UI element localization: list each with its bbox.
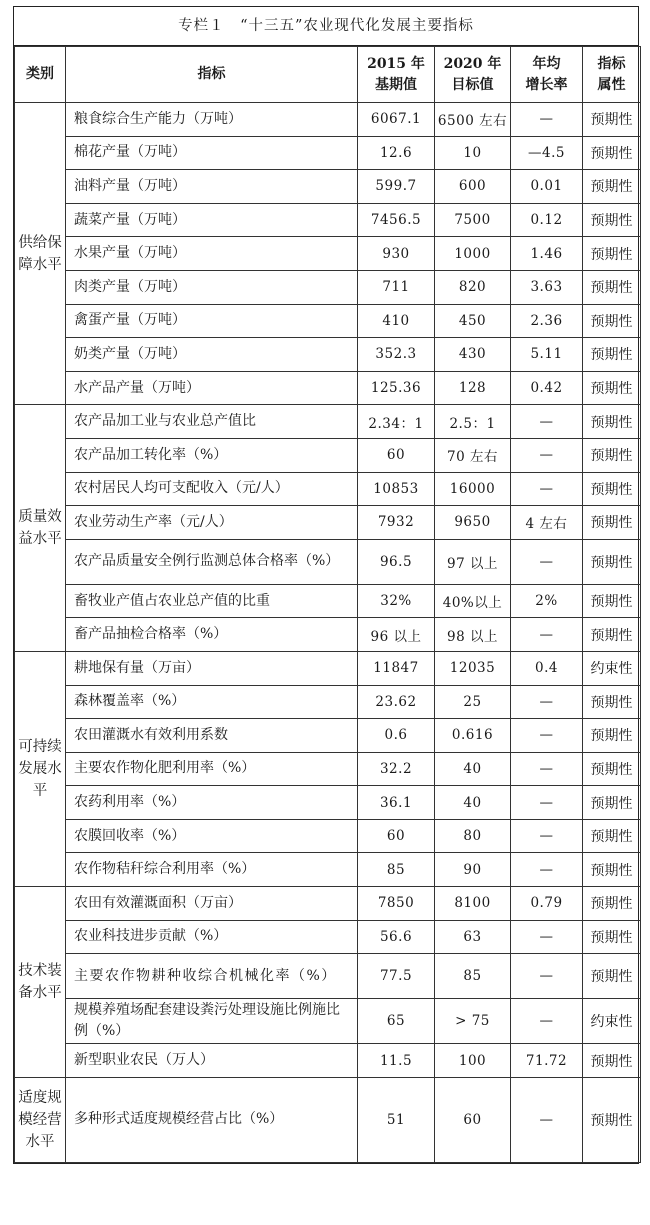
header-category: 类别 bbox=[15, 47, 66, 103]
base-value-cell: 85 bbox=[358, 853, 435, 887]
table-row bbox=[15, 999, 641, 1044]
target-value-cell: 128 bbox=[435, 371, 511, 405]
category-cell bbox=[15, 1077, 66, 1162]
base-value-cell: 32.2 bbox=[358, 752, 435, 786]
table-row bbox=[15, 438, 641, 472]
attribute-cell: 预期性 bbox=[583, 685, 641, 719]
category-label: 可持续发展水平 bbox=[18, 738, 62, 799]
target-value-cell: 90 bbox=[435, 853, 511, 887]
header-indicator: 指标 bbox=[66, 47, 358, 103]
growth-rate-cell: — bbox=[511, 752, 583, 786]
target-value-cell: 97 以上 bbox=[435, 539, 511, 584]
attribute-cell: 预期性 bbox=[583, 338, 641, 372]
indicator-name-cell: 畜产品抽检合格率（%） bbox=[66, 618, 358, 652]
indicator-name-cell: 农膜回收率（%） bbox=[66, 819, 358, 853]
table-row bbox=[15, 237, 641, 271]
indicator-name-cell: 粮食综合生产能力（万吨） bbox=[66, 103, 358, 137]
attribute-cell: 预期性 bbox=[583, 371, 641, 405]
header-growth: 年均 增长率 bbox=[511, 47, 583, 103]
indicator-table bbox=[14, 46, 641, 1163]
base-value-cell: 32% bbox=[358, 584, 435, 618]
table-row bbox=[15, 752, 641, 786]
attribute-cell: 预期性 bbox=[583, 438, 641, 472]
table-row bbox=[15, 136, 641, 170]
attribute-cell: 预期性 bbox=[583, 920, 641, 954]
base-value-cell: 60 bbox=[358, 819, 435, 853]
attribute-cell: 预期性 bbox=[583, 954, 641, 999]
attribute-cell: 预期性 bbox=[583, 270, 641, 304]
category-cell bbox=[15, 405, 66, 652]
indicator-name-cell: 油料产量（万吨） bbox=[66, 170, 358, 204]
table-row bbox=[15, 685, 641, 719]
indicator-name-cell: 主要农作物耕种收综合机械化率（%） bbox=[66, 954, 358, 999]
attribute-cell: 预期性 bbox=[583, 103, 641, 137]
indicator-name-cell: 农业劳动生产率（元/人） bbox=[66, 506, 358, 540]
table-body bbox=[15, 103, 641, 1163]
attribute-cell: 预期性 bbox=[583, 472, 641, 506]
base-value-cell: 10853 bbox=[358, 472, 435, 506]
table-row bbox=[15, 506, 641, 540]
growth-rate-cell: — bbox=[511, 405, 583, 439]
target-value-cell: 63 bbox=[435, 920, 511, 954]
growth-rate-cell: 0.01 bbox=[511, 170, 583, 204]
target-value-cell: 6500 左右 bbox=[435, 103, 511, 137]
target-value-cell: 8100 bbox=[435, 887, 511, 921]
category-label: 适度规模经营水平 bbox=[18, 1089, 62, 1150]
category-cell bbox=[15, 887, 66, 1078]
growth-rate-cell: 2% bbox=[511, 584, 583, 618]
base-value-cell: 60 bbox=[358, 438, 435, 472]
indicator-name-cell: 新型职业农民（万人） bbox=[66, 1044, 358, 1078]
attribute-cell: 预期性 bbox=[583, 819, 641, 853]
growth-rate-cell: — bbox=[511, 539, 583, 584]
growth-rate-cell: 2.36 bbox=[511, 304, 583, 338]
attribute-cell: 预期性 bbox=[583, 203, 641, 237]
target-value-cell: 450 bbox=[435, 304, 511, 338]
base-value-cell: 930 bbox=[358, 237, 435, 271]
table-row bbox=[15, 819, 641, 853]
base-value-cell: 125.36 bbox=[358, 371, 435, 405]
attribute-cell: 预期性 bbox=[583, 618, 641, 652]
base-value-cell: 96 以上 bbox=[358, 618, 435, 652]
indicator-name-cell: 森林覆盖率（%） bbox=[66, 685, 358, 719]
attribute-cell: 预期性 bbox=[583, 719, 641, 753]
indicator-name-cell: 农产品质量安全例行监测总体合格率（%） bbox=[66, 539, 358, 584]
table-row bbox=[15, 539, 641, 584]
growth-rate-cell: 1.46 bbox=[511, 237, 583, 271]
attribute-cell: 预期性 bbox=[583, 584, 641, 618]
indicator-name-cell: 多种形式适度规模经营占比（%） bbox=[66, 1077, 358, 1162]
base-value-cell: 410 bbox=[358, 304, 435, 338]
indicator-name-cell: 农作物秸秆综合利用率（%） bbox=[66, 853, 358, 887]
indicator-name-cell: 农产品加工业与农业总产值比 bbox=[66, 405, 358, 439]
growth-rate-cell: — bbox=[511, 618, 583, 652]
target-value-cell: 70 左右 bbox=[435, 438, 511, 472]
target-value-cell: 40 bbox=[435, 752, 511, 786]
attribute-cell: 预期性 bbox=[583, 1077, 641, 1162]
base-value-cell: 51 bbox=[358, 1077, 435, 1162]
target-value-cell: 1000 bbox=[435, 237, 511, 271]
indicator-name-cell: 肉类产量（万吨） bbox=[66, 270, 358, 304]
category-cell bbox=[15, 651, 66, 886]
attribute-cell: 预期性 bbox=[583, 786, 641, 820]
growth-rate-cell: 0.12 bbox=[511, 203, 583, 237]
table-row bbox=[15, 853, 641, 887]
header-target: 2020 年 目标值 bbox=[435, 47, 511, 103]
table-row bbox=[15, 304, 641, 338]
target-value-cell: 100 bbox=[435, 1044, 511, 1078]
header-row bbox=[15, 47, 641, 103]
target-value-cell: 0.616 bbox=[435, 719, 511, 753]
target-value-cell: 40%以上 bbox=[435, 584, 511, 618]
target-value-cell: 9650 bbox=[435, 506, 511, 540]
target-value-cell: 600 bbox=[435, 170, 511, 204]
attribute-cell: 预期性 bbox=[583, 1044, 641, 1078]
base-value-cell: 0.6 bbox=[358, 719, 435, 753]
target-value-cell: 40 bbox=[435, 786, 511, 820]
attribute-cell: 预期性 bbox=[583, 506, 641, 540]
growth-rate-cell: 5.11 bbox=[511, 338, 583, 372]
growth-rate-cell: — bbox=[511, 786, 583, 820]
base-value-cell: 7850 bbox=[358, 887, 435, 921]
category-label: 质量效益水平 bbox=[18, 509, 62, 548]
base-value-cell: 12.6 bbox=[358, 136, 435, 170]
base-value-cell: 96.5 bbox=[358, 539, 435, 584]
indicator-name-cell: 棉花产量（万吨） bbox=[66, 136, 358, 170]
attribute-cell: 预期性 bbox=[583, 539, 641, 584]
growth-rate-cell: 3.63 bbox=[511, 270, 583, 304]
category-label: 技术装备水平 bbox=[18, 962, 62, 1001]
table-row bbox=[15, 170, 641, 204]
target-value-cell: 10 bbox=[435, 136, 511, 170]
attribute-cell: 预期性 bbox=[583, 136, 641, 170]
base-value-cell: 11.5 bbox=[358, 1044, 435, 1078]
attribute-cell: 预期性 bbox=[583, 752, 641, 786]
table-row bbox=[15, 719, 641, 753]
base-value-cell: 77.5 bbox=[358, 954, 435, 999]
base-value-cell: 599.7 bbox=[358, 170, 435, 204]
indicator-table-frame bbox=[13, 6, 639, 1164]
table-row bbox=[15, 954, 641, 999]
growth-rate-cell: — bbox=[511, 954, 583, 999]
indicator-name-cell: 奶类产量（万吨） bbox=[66, 338, 358, 372]
table-row bbox=[15, 103, 641, 137]
header-base: 2015 年 基期值 bbox=[358, 47, 435, 103]
attribute-cell: 预期性 bbox=[583, 405, 641, 439]
indicator-name-cell: 农田灌溉水有效利用系数 bbox=[66, 719, 358, 753]
growth-rate-cell: —4.5 bbox=[511, 136, 583, 170]
indicator-name-cell: 农产品加工转化率（%） bbox=[66, 438, 358, 472]
growth-rate-cell: 0.79 bbox=[511, 887, 583, 921]
growth-rate-cell: — bbox=[511, 853, 583, 887]
base-value-cell: 6067.1 bbox=[358, 103, 435, 137]
indicator-name-cell: 农药利用率（%） bbox=[66, 786, 358, 820]
growth-rate-cell: — bbox=[511, 685, 583, 719]
growth-rate-cell: — bbox=[511, 819, 583, 853]
base-value-cell: 65 bbox=[358, 999, 435, 1044]
attribute-cell: 预期性 bbox=[583, 170, 641, 204]
attribute-cell: 预期性 bbox=[583, 853, 641, 887]
table-row bbox=[15, 203, 641, 237]
table-row bbox=[15, 405, 641, 439]
attribute-cell: 预期性 bbox=[583, 237, 641, 271]
indicator-name-cell: 规模养殖场配套建设粪污处理设施比例施比例（%） bbox=[66, 999, 358, 1044]
growth-rate-cell: 0.4 bbox=[511, 651, 583, 685]
table-row bbox=[15, 651, 641, 685]
growth-rate-cell: — bbox=[511, 999, 583, 1044]
base-value-cell: 7932 bbox=[358, 506, 435, 540]
base-value-cell: 2.34：1 bbox=[358, 405, 435, 439]
base-value-cell: 36.1 bbox=[358, 786, 435, 820]
table-row bbox=[15, 920, 641, 954]
growth-rate-cell: — bbox=[511, 1077, 583, 1162]
growth-rate-cell: — bbox=[511, 438, 583, 472]
indicator-name-cell: 蔬菜产量（万吨） bbox=[66, 203, 358, 237]
base-value-cell: 7456.5 bbox=[358, 203, 435, 237]
table-row bbox=[15, 472, 641, 506]
growth-rate-cell: — bbox=[511, 472, 583, 506]
growth-rate-cell: 0.42 bbox=[511, 371, 583, 405]
growth-rate-cell: 71.72 bbox=[511, 1044, 583, 1078]
target-value-cell: 7500 bbox=[435, 203, 511, 237]
indicator-name-cell: 农田有效灌溉面积（万亩） bbox=[66, 887, 358, 921]
indicator-name-cell: 水产品产量（万吨） bbox=[66, 371, 358, 405]
indicator-name-cell: 禽蛋产量（万吨） bbox=[66, 304, 358, 338]
target-value-cell: 16000 bbox=[435, 472, 511, 506]
base-value-cell: 711 bbox=[358, 270, 435, 304]
indicator-name-cell: 农村居民人均可支配收入（元/人） bbox=[66, 472, 358, 506]
base-value-cell: 23.62 bbox=[358, 685, 435, 719]
target-value-cell: 430 bbox=[435, 338, 511, 372]
table-row bbox=[15, 270, 641, 304]
target-value-cell: 98 以上 bbox=[435, 618, 511, 652]
header-attr: 指标 属性 bbox=[583, 47, 641, 103]
table-row bbox=[15, 1077, 641, 1162]
target-value-cell: 60 bbox=[435, 1077, 511, 1162]
target-value-cell: 25 bbox=[435, 685, 511, 719]
target-value-cell: 820 bbox=[435, 270, 511, 304]
table-title: 专栏１ “十三五”农业现代化发展主要指标 bbox=[14, 7, 638, 46]
indicator-name-cell: 主要农作物化肥利用率（%） bbox=[66, 752, 358, 786]
target-value-cell: 2.5：1 bbox=[435, 405, 511, 439]
growth-rate-cell: — bbox=[511, 103, 583, 137]
indicator-name-cell: 水果产量（万吨） bbox=[66, 237, 358, 271]
target-value-cell: > 75 bbox=[435, 999, 511, 1044]
attribute-cell: 约束性 bbox=[583, 999, 641, 1044]
base-value-cell: 11847 bbox=[358, 651, 435, 685]
growth-rate-cell: — bbox=[511, 920, 583, 954]
growth-rate-cell: — bbox=[511, 719, 583, 753]
target-value-cell: 85 bbox=[435, 954, 511, 999]
growth-rate-cell: 4 左右 bbox=[511, 506, 583, 540]
attribute-cell: 约束性 bbox=[583, 651, 641, 685]
base-value-cell: 352.3 bbox=[358, 338, 435, 372]
table-row bbox=[15, 584, 641, 618]
table-row bbox=[15, 1044, 641, 1078]
table-row bbox=[15, 786, 641, 820]
category-cell bbox=[15, 103, 66, 405]
target-value-cell: 80 bbox=[435, 819, 511, 853]
attribute-cell: 预期性 bbox=[583, 304, 641, 338]
table-row bbox=[15, 371, 641, 405]
target-value-cell: 12035 bbox=[435, 651, 511, 685]
indicator-name-cell: 畜牧业产值占农业总产值的比重 bbox=[66, 584, 358, 618]
indicator-name-cell: 耕地保有量（万亩） bbox=[66, 651, 358, 685]
base-value-cell: 56.6 bbox=[358, 920, 435, 954]
table-row bbox=[15, 618, 641, 652]
attribute-cell: 预期性 bbox=[583, 887, 641, 921]
table-row bbox=[15, 887, 641, 921]
indicator-name-cell: 农业科技进步贡献（%） bbox=[66, 920, 358, 954]
category-label: 供给保障水平 bbox=[18, 234, 62, 273]
table-row bbox=[15, 338, 641, 372]
